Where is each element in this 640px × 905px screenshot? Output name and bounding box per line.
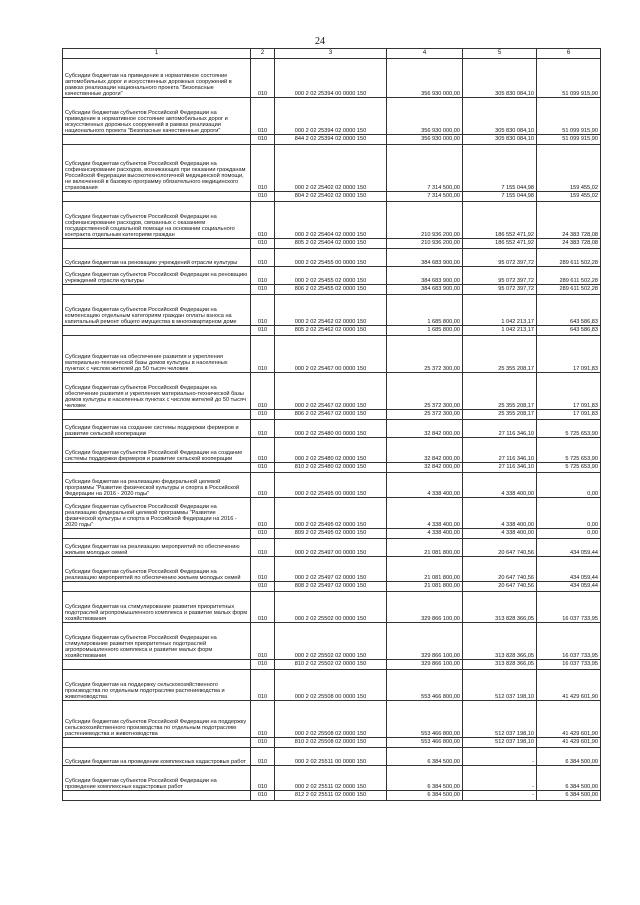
row-name-cell: Субсидии бюджетам субъектов Российской Федерации на реновацию учреждений отрасли культуры <box>63 267 251 285</box>
row-unexecuted-cell: 51 099 915,90 <box>537 98 601 135</box>
row-name-cell: Субсидии бюджетам на стимулирование развития приоритетных подотраслей агропромышленного комплекса и развитие малых форм хозяйствования <box>63 592 251 623</box>
row-line-code-cell: 010 <box>251 473 275 498</box>
row-budget-code-cell: 000 2 02 25495 02 0000 150 <box>275 498 387 529</box>
table-row <box>63 748 601 766</box>
row-line-code-cell: 010 <box>251 582 275 592</box>
row-line-code-cell: 010 <box>251 529 275 539</box>
row-name-cell <box>63 192 251 202</box>
row-unexecuted-cell: 289 611 502,28 <box>537 249 601 267</box>
row-name-cell <box>63 410 251 420</box>
table-row <box>63 670 601 701</box>
table-row <box>63 336 601 373</box>
table-row <box>63 498 601 529</box>
row-executed-cell: 95 072 397,72 <box>463 267 537 285</box>
row-unexecuted-cell: 289 611 502,28 <box>537 285 601 295</box>
row-unexecuted-cell: 24 383 728,08 <box>537 202 601 239</box>
row-approved-cell: 21 081 800,00 <box>387 557 463 582</box>
column-header: 4 <box>387 49 463 59</box>
row-executed-cell: 25 355 208,17 <box>463 336 537 373</box>
table-row <box>63 267 601 285</box>
row-executed-cell: 27 116 346,10 <box>463 438 537 463</box>
row-line-code-cell: 010 <box>251 239 275 249</box>
row-approved-cell: 384 683 900,00 <box>387 267 463 285</box>
row-budget-code-cell: 000 2 02 25508 02 0000 150 <box>275 701 387 738</box>
row-line-code-cell: 010 <box>251 192 275 202</box>
table-row <box>63 420 601 438</box>
column-header: 5 <box>463 49 537 59</box>
row-line-code-cell: 010 <box>251 557 275 582</box>
row-approved-cell: 21 081 800,00 <box>387 582 463 592</box>
row-budget-code-cell: 806 2 02 25455 02 0000 150 <box>275 285 387 295</box>
row-name-cell <box>63 239 251 249</box>
row-executed-cell: 512 037 198,10 <box>463 701 537 738</box>
row-name-cell: Субсидии бюджетам субъектов Российской Федерации на софинансирование расходов, возникающих при оказании гражданам Российской Федерации высокотехнологичной медицинской помощи, не включенной в базовую программу обязательного медицинского страхования <box>63 145 251 192</box>
row-unexecuted-cell: 41 429 601,90 <box>537 701 601 738</box>
row-name-cell: Субсидии бюджетам субъектов Российской Федерации на компенсацию отдельным категориям граждан оплаты взноса на капитальный ремонт общего имущества в многоквартирном доме <box>63 295 251 326</box>
row-approved-cell: 356 930 000,00 <box>387 59 463 98</box>
row-line-code-cell: 010 <box>251 539 275 557</box>
table-row <box>63 59 601 98</box>
row-budget-code-cell: 805 2 02 25404 02 0000 150 <box>275 239 387 249</box>
row-unexecuted-cell: 6 384 500,00 <box>537 748 601 766</box>
table-header-row <box>63 49 601 59</box>
row-unexecuted-cell: 643 586,83 <box>537 295 601 326</box>
row-executed-cell: 313 828 366,05 <box>463 623 537 660</box>
row-budget-code-cell: 000 2 02 25394 00 0000 150 <box>275 59 387 98</box>
table-row <box>63 557 601 582</box>
table-row <box>63 145 601 192</box>
row-executed-cell: 305 830 084,10 <box>463 98 537 135</box>
row-budget-code-cell: 000 2 02 25511 00 0000 150 <box>275 748 387 766</box>
row-budget-code-cell: 000 2 02 25455 02 0000 150 <box>275 267 387 285</box>
row-executed-cell: 27 116 346,10 <box>463 420 537 438</box>
row-line-code-cell: 010 <box>251 791 275 801</box>
row-budget-code-cell: 000 2 02 25495 00 0000 150 <box>275 473 387 498</box>
row-executed-cell: 27 116 346,10 <box>463 463 537 473</box>
table-row <box>63 410 601 420</box>
row-unexecuted-cell: 434 059,44 <box>537 539 601 557</box>
table-row <box>63 326 601 336</box>
row-name-cell: Субсидии бюджетам субъектов Российской Федерации на реализацию федеральной целевой программы "Развитие физической культуры и спорта в Российской Федерации на 2016 - 2020 годы" <box>63 498 251 529</box>
budget-table <box>62 48 601 801</box>
row-executed-cell: 186 552 471,92 <box>463 239 537 249</box>
row-unexecuted-cell: 17 091,83 <box>537 410 601 420</box>
row-executed-cell: 313 828 366,05 <box>463 592 537 623</box>
row-line-code-cell: 010 <box>251 660 275 670</box>
table-row <box>63 438 601 463</box>
row-name-cell: Субсидии бюджетам субъектов Российской Федерации на проведение комплексных кадастровых работ <box>63 766 251 791</box>
row-unexecuted-cell: 643 586,83 <box>537 326 601 336</box>
table-row <box>63 239 601 249</box>
row-unexecuted-cell: 159 455,02 <box>537 145 601 192</box>
table-body <box>63 59 601 801</box>
row-approved-cell: 32 842 000,00 <box>387 438 463 463</box>
row-approved-cell: 6 384 500,00 <box>387 766 463 791</box>
row-line-code-cell: 010 <box>251 592 275 623</box>
row-line-code-cell: 010 <box>251 98 275 135</box>
row-line-code-cell: 010 <box>251 267 275 285</box>
row-line-code-cell: 010 <box>251 410 275 420</box>
row-unexecuted-cell: 51 099 915,90 <box>537 135 601 145</box>
table-row <box>63 701 601 738</box>
row-approved-cell: 210 936 200,00 <box>387 202 463 239</box>
table-row <box>63 285 601 295</box>
row-approved-cell: 32 842 000,00 <box>387 420 463 438</box>
row-unexecuted-cell: 41 429 601,90 <box>537 738 601 748</box>
table-row <box>63 791 601 801</box>
row-approved-cell: 4 338 400,00 <box>387 498 463 529</box>
row-approved-cell: 25 372 300,00 <box>387 336 463 373</box>
row-budget-code-cell: 000 2 02 25394 02 0000 150 <box>275 98 387 135</box>
row-name-cell: Субсидии бюджетам на приведение в нормативное состояние автомобильных дорог и искусственных дорожных сооружений в рамках реализации национального проекта "Безопасные качественные дороги" <box>63 59 251 98</box>
row-approved-cell: 21 081 800,00 <box>387 539 463 557</box>
table-row <box>63 592 601 623</box>
table-row <box>63 529 601 539</box>
row-executed-cell: 7 155 044,98 <box>463 192 537 202</box>
row-executed-cell: 313 828 366,05 <box>463 660 537 670</box>
row-name-cell: Субсидии бюджетам на реновацию учреждений отрасли культуры <box>63 249 251 267</box>
row-line-code-cell: 010 <box>251 463 275 473</box>
row-line-code-cell: 010 <box>251 670 275 701</box>
column-header: 1 <box>63 49 251 59</box>
row-name-cell <box>63 326 251 336</box>
row-name-cell <box>63 285 251 295</box>
row-executed-cell: 20 647 740,56 <box>463 539 537 557</box>
row-budget-code-cell: 805 2 02 25462 02 0000 150 <box>275 326 387 336</box>
row-budget-code-cell: 000 2 02 25467 00 0000 150 <box>275 336 387 373</box>
row-budget-code-cell: 810 2 02 25508 02 0000 150 <box>275 738 387 748</box>
row-unexecuted-cell: 5 725 653,90 <box>537 420 601 438</box>
row-budget-code-cell: 000 2 02 25502 00 0000 150 <box>275 592 387 623</box>
table-row <box>63 766 601 791</box>
row-line-code-cell: 010 <box>251 202 275 239</box>
row-executed-cell: 25 355 208,17 <box>463 410 537 420</box>
row-name-cell: Субсидии бюджетам субъектов Российской Федерации на стимулирование развития приоритетных подотраслей агропромышленного комплекса и развитие малых форм хозяйствования <box>63 623 251 660</box>
row-line-code-cell: 010 <box>251 336 275 373</box>
table-row <box>63 192 601 202</box>
row-approved-cell: 384 683 900,00 <box>387 285 463 295</box>
table-row <box>63 463 601 473</box>
row-budget-code-cell: 000 2 02 25480 00 0000 150 <box>275 420 387 438</box>
row-name-cell <box>63 135 251 145</box>
row-approved-cell: 25 372 300,00 <box>387 410 463 420</box>
table-row <box>63 623 601 660</box>
table-row <box>63 98 601 135</box>
table-row <box>63 582 601 592</box>
table-row <box>63 295 601 326</box>
row-name-cell <box>63 791 251 801</box>
row-unexecuted-cell: 289 611 502,28 <box>537 267 601 285</box>
column-header: 6 <box>537 49 601 59</box>
table-row <box>63 373 601 410</box>
row-budget-code-cell: 812 2 02 25511 02 0000 150 <box>275 791 387 801</box>
row-line-code-cell: 010 <box>251 135 275 145</box>
row-budget-code-cell: 808 2 02 25497 02 0000 150 <box>275 582 387 592</box>
row-approved-cell: 329 866 100,00 <box>387 592 463 623</box>
row-budget-code-cell: 000 2 02 25467 02 0000 150 <box>275 373 387 410</box>
page-number: 24 <box>315 36 325 47</box>
table-row <box>63 738 601 748</box>
row-executed-cell: 4 338 400,00 <box>463 529 537 539</box>
row-unexecuted-cell: 17 091,83 <box>537 336 601 373</box>
row-executed-cell: 1 042 213,17 <box>463 295 537 326</box>
row-name-cell <box>63 660 251 670</box>
row-unexecuted-cell: 6 384 500,00 <box>537 766 601 791</box>
row-unexecuted-cell: 0,00 <box>537 473 601 498</box>
row-approved-cell: 356 930 000,00 <box>387 135 463 145</box>
row-executed-cell: - <box>463 766 537 791</box>
table-row <box>63 660 601 670</box>
column-header: 3 <box>275 49 387 59</box>
row-name-cell <box>63 529 251 539</box>
row-approved-cell: 32 842 000,00 <box>387 463 463 473</box>
row-budget-code-cell: 000 2 02 25508 00 0000 150 <box>275 670 387 701</box>
row-approved-cell: 4 338 400,00 <box>387 529 463 539</box>
row-executed-cell: 4 338 400,00 <box>463 473 537 498</box>
row-line-code-cell: 010 <box>251 285 275 295</box>
row-name-cell: Субсидии бюджетам субъектов Российской Федерации на создание системы поддержки фермеров и развитие сельской кооперации <box>63 438 251 463</box>
row-name-cell: Субсидии бюджетам субъектов Российской Федерации на поддержку сельскохозяйственного производства по отдельным подотраслям растениеводства и животноводства <box>63 701 251 738</box>
table-row <box>63 249 601 267</box>
row-budget-code-cell: 844 2 02 25394 02 0000 150 <box>275 135 387 145</box>
row-unexecuted-cell: 6 384 500,00 <box>537 791 601 801</box>
row-name-cell: Субсидии бюджетам на обеспечение развития и укрепления материально-технической базы домов культуры в населенных пунктах с числом жителей до 50 тысяч человек <box>63 336 251 373</box>
row-name-cell: Субсидии бюджетам субъектов Российской Федерации на обеспечение развития и укрепления материально-технической базы домов культуры в населенных пунктах с числом жителей до 50 тысяч человек <box>63 373 251 410</box>
row-approved-cell: 7 314 500,00 <box>387 192 463 202</box>
row-unexecuted-cell: 5 725 653,90 <box>537 438 601 463</box>
row-line-code-cell: 010 <box>251 701 275 738</box>
row-executed-cell: 95 072 397,72 <box>463 285 537 295</box>
row-budget-code-cell: 000 2 02 25404 02 0000 150 <box>275 202 387 239</box>
row-executed-cell: 305 830 084,10 <box>463 59 537 98</box>
row-budget-code-cell: 000 2 02 25402 02 0000 150 <box>275 145 387 192</box>
row-approved-cell: 7 314 500,00 <box>387 145 463 192</box>
row-name-cell: Субсидии бюджетам на реализацию федеральной целевой программы "Развитие физической культуры и спорта в Российской Федерации на 2016 - 2020 годы" <box>63 473 251 498</box>
row-unexecuted-cell: 5 725 653,90 <box>537 463 601 473</box>
row-executed-cell: 186 552 471,92 <box>463 202 537 239</box>
row-line-code-cell: 010 <box>251 438 275 463</box>
row-executed-cell: 25 355 208,17 <box>463 373 537 410</box>
row-executed-cell: - <box>463 748 537 766</box>
row-approved-cell: 356 930 000,00 <box>387 98 463 135</box>
row-unexecuted-cell: 41 429 601,90 <box>537 670 601 701</box>
row-executed-cell: 1 042 213,17 <box>463 326 537 336</box>
row-executed-cell: 20 647 740,56 <box>463 582 537 592</box>
row-unexecuted-cell: 159 455,02 <box>537 192 601 202</box>
row-budget-code-cell: 809 2 02 25495 02 0000 150 <box>275 529 387 539</box>
row-approved-cell: 553 466 800,00 <box>387 701 463 738</box>
row-unexecuted-cell: 24 383 728,08 <box>537 239 601 249</box>
row-line-code-cell: 010 <box>251 766 275 791</box>
row-unexecuted-cell: 17 091,83 <box>537 373 601 410</box>
row-budget-code-cell: 000 2 02 25497 02 0000 150 <box>275 557 387 582</box>
table-row <box>63 473 601 498</box>
row-budget-code-cell: 810 2 02 25502 02 0000 150 <box>275 660 387 670</box>
column-header: 2 <box>251 49 275 59</box>
row-unexecuted-cell: 0,00 <box>537 529 601 539</box>
row-executed-cell: 305 830 084,10 <box>463 135 537 145</box>
row-executed-cell: 95 072 397,72 <box>463 249 537 267</box>
row-budget-code-cell: 000 2 02 25511 02 0000 150 <box>275 766 387 791</box>
row-budget-code-cell: 000 2 02 25462 02 0000 150 <box>275 295 387 326</box>
row-line-code-cell: 010 <box>251 373 275 410</box>
row-name-cell <box>63 738 251 748</box>
row-budget-code-cell: 810 2 02 25480 02 0000 150 <box>275 463 387 473</box>
row-name-cell: Субсидии бюджетам субъектов Российской Федерации на софинансирование расходов, связанных с оказанием государственной социальной помощи на основании социального контракта отдельным категориям граждан <box>63 202 251 239</box>
row-approved-cell: 1 685 800,00 <box>387 326 463 336</box>
row-budget-code-cell: 806 2 02 25467 02 0000 150 <box>275 410 387 420</box>
row-unexecuted-cell: 16 037 733,95 <box>537 623 601 660</box>
row-approved-cell: 329 866 100,00 <box>387 660 463 670</box>
row-line-code-cell: 010 <box>251 498 275 529</box>
row-approved-cell: 6 384 500,00 <box>387 748 463 766</box>
row-unexecuted-cell: 0,00 <box>537 498 601 529</box>
row-line-code-cell: 010 <box>251 623 275 660</box>
row-name-cell: Субсидии бюджетам субъектов Российской Федерации на приведение в нормативное состояние автомобильных дорог и искусственных дорожных сооружений в рамках реализации национального проекта "Безопасные качественные дороги" <box>63 98 251 135</box>
row-approved-cell: 553 466 800,00 <box>387 738 463 748</box>
row-name-cell: Субсидии бюджетам субъектов Российской Федерации на реализацию мероприятий по обеспечению жильем молодых семей <box>63 557 251 582</box>
row-line-code-cell: 010 <box>251 145 275 192</box>
row-name-cell: Субсидии бюджетам на поддержку сельскохозяйственного производства по отдельным подотраслям растениеводства и животноводства <box>63 670 251 701</box>
row-name-cell: Субсидии бюджетам на создание системы поддержки фермеров и развитие сельской кооперации <box>63 420 251 438</box>
row-approved-cell: 6 384 500,00 <box>387 791 463 801</box>
table-row <box>63 539 601 557</box>
row-approved-cell: 210 936 200,00 <box>387 239 463 249</box>
row-unexecuted-cell: 16 037 733,95 <box>537 660 601 670</box>
row-budget-code-cell: 000 2 02 25497 00 0000 150 <box>275 539 387 557</box>
row-name-cell <box>63 463 251 473</box>
row-line-code-cell: 010 <box>251 295 275 326</box>
row-executed-cell: 512 037 198,10 <box>463 738 537 748</box>
row-line-code-cell: 010 <box>251 738 275 748</box>
row-approved-cell: 384 683 900,00 <box>387 249 463 267</box>
row-executed-cell: 4 338 400,00 <box>463 498 537 529</box>
row-approved-cell: 4 338 400,00 <box>387 473 463 498</box>
row-line-code-cell: 010 <box>251 420 275 438</box>
table-row <box>63 202 601 239</box>
row-executed-cell: 7 155 044,98 <box>463 145 537 192</box>
row-budget-code-cell: 804 2 02 25402 02 0000 150 <box>275 192 387 202</box>
row-name-cell: Субсидии бюджетам на проведение комплексных кадастровых работ <box>63 748 251 766</box>
row-approved-cell: 329 866 100,00 <box>387 623 463 660</box>
row-name-cell: Субсидии бюджетам на реализацию мероприятий по обеспечению жильем молодых семей <box>63 539 251 557</box>
row-line-code-cell: 010 <box>251 59 275 98</box>
row-unexecuted-cell: 51 099 915,90 <box>537 59 601 98</box>
row-line-code-cell: 010 <box>251 748 275 766</box>
row-unexecuted-cell: 434 059,44 <box>537 557 601 582</box>
table-row <box>63 135 601 145</box>
row-line-code-cell: 010 <box>251 326 275 336</box>
row-approved-cell: 1 685 800,00 <box>387 295 463 326</box>
row-budget-code-cell: 000 2 02 25480 02 0000 150 <box>275 438 387 463</box>
row-executed-cell: 20 647 740,56 <box>463 557 537 582</box>
row-line-code-cell: 010 <box>251 249 275 267</box>
row-approved-cell: 25 372 300,00 <box>387 373 463 410</box>
row-unexecuted-cell: 16 037 733,95 <box>537 592 601 623</box>
row-name-cell <box>63 582 251 592</box>
row-approved-cell: 553 466 800,00 <box>387 670 463 701</box>
row-executed-cell: 512 037 198,10 <box>463 670 537 701</box>
row-budget-code-cell: 000 2 02 25502 02 0000 150 <box>275 623 387 660</box>
row-budget-code-cell: 000 2 02 25455 00 0000 150 <box>275 249 387 267</box>
row-executed-cell: - <box>463 791 537 801</box>
row-unexecuted-cell: 434 059,44 <box>537 582 601 592</box>
